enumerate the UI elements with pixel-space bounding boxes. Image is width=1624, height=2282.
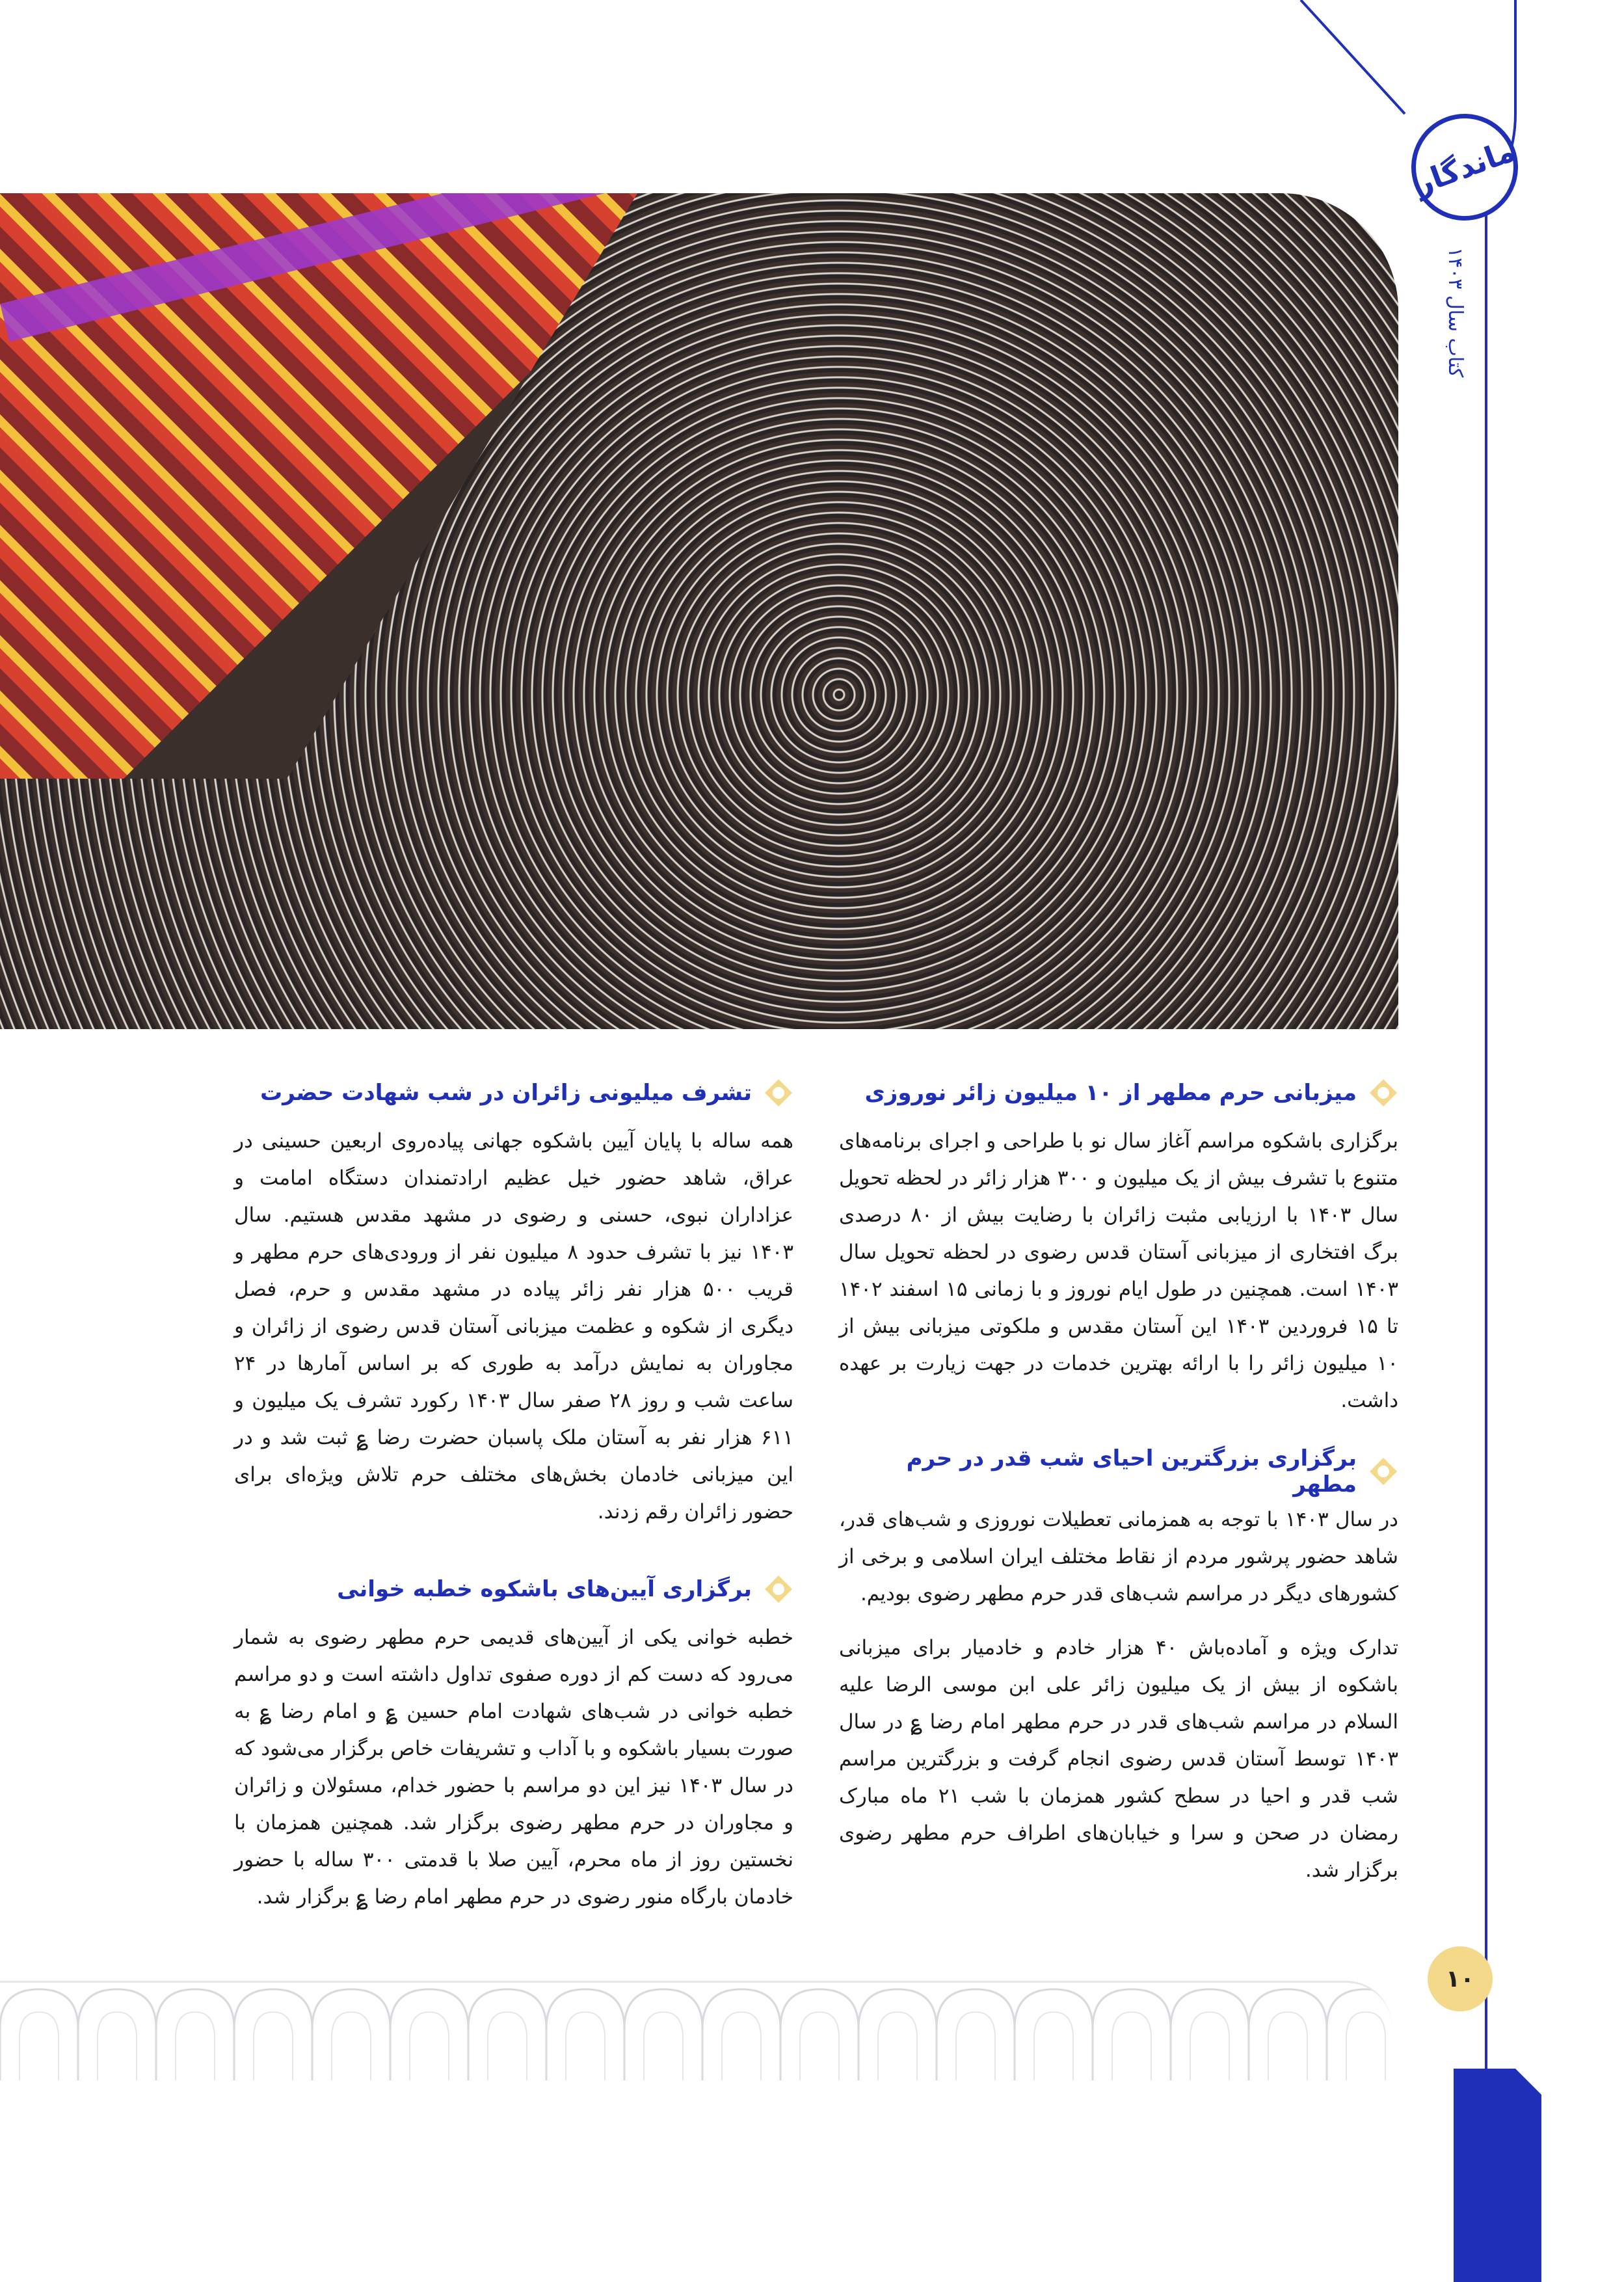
page-number: ۱۰ xyxy=(1428,1946,1493,2011)
ornamental-pattern xyxy=(0,1981,1392,2080)
section-title xyxy=(234,1073,793,1112)
paragraph: همه ساله با پایان آیین باشکوه جهانی پیاده‌روی اربعین حسینی در عراق، شاهد حضور خیل عظیم ارادتمندان دستگاه امامت و عزاداران نبوی، حسنی و رضوی در مشهد مقدس هستیم. سال ۱۴۰۳ نیز با تشرف حدود ۸ میلیون نفر از ورودی‌های حرم مطهر و قریب ۵۰۰ هزار نفر زائر پیاده در مشهد مقدس و حرم، فصل دیگری از شکوه و عظمت میزبانی آستان قدس رضوی از زائران و مجاوران به نمایش درآمد به طوری که بر اساس آمارها در ۲۴ ساعت شب و روز ۲۸ صفر سال ۱۴۰۳ رکورد تشرف یک میلیون و ۶۱۱ هزار نفر به آستان ملک پاسبان حضرت رضا ؏ ثبت شد و در این میزبانی خادمان بخش‌های مختلف حرم تلاش ویژه‌ای برای حضور زائران رقم زدند. xyxy=(234,1129,793,1524)
section-title-text: میزبانی حرم مطهر از ۱۰ میلیون زائر نوروزی xyxy=(864,1080,1357,1106)
section-title xyxy=(839,1445,1398,1497)
paragraph: تدارک ویژه و آماده‌باش ۴۰ هزار خادم و خادمیار برای میزبانی باشکوه از بیش از یک میلیون زائر علی ابن موسی الرضا علیه السلام در مراسم شب‌های قدر در حرم مطهر امام رضا ؏ در سال ۱۴۰۳ توسط آستان قدس رضوی انجام گرفت و بزرگترین مراسم شب قدر و احیا در سطح کشور همزمان با شب ۲۱ ماه مبارک رمضان در صحن و سرا و خیابان‌های اطراف حرم مطهر رضوی برگزار شد. xyxy=(839,1636,1399,1882)
paragraph: برگزاری باشکوه مراسم آغاز سال نو با طراحی و اجرای برنامه‌های متنوع با تشرف بیش از یک میلیون و ۳۰۰ هزار زائر در لحظه تحویل سال ۱۴۰۳ با ارزیابی مثبت زائران با رضایت بیش از ۸۰ درصدی برگ افتخاری از میزبانی آستان قدس رضوی در لحظه تحویل سال ۱۴۰۳ است. همچنین در طول ایام نوروز و با زمانی ۱۵ اسفند ۱۴۰۲ تا ۱۵ فروردین ۱۴۰۳ این آستان مقدس و ملکوتی میزبانی بیش از ۱۰ میلیون زائر را با ارائه بهترین خدمات در جهت زیارت بر عهده داشت. xyxy=(839,1129,1398,1412)
section-title-text: برگزاری آیین‌های باشکوه خطبه خوانی xyxy=(337,1576,752,1602)
section-bullet-icon xyxy=(764,1078,793,1108)
paragraph: در سال ۱۴۰۳ با توجه به همزمانی تعطیلات نوروزی و شب‌های قدر، شاهد حضور پرشور مردم از نقاط مختلف ایران اسلامی و برخی از کشورهای دیگر در مراسم شب‌های قدر حرم مطهر رضوی بودیم. xyxy=(839,1508,1398,1605)
left-column xyxy=(234,1073,793,1933)
paragraph: خطبه خوانی یکی از آیین‌های قدیمی حرم مطهر رضوی به شمار می‌رود که دست کم از دوره صفوی تداول داشته است و دو مراسم خطبه خوانی در شب‌های شهادت امام حسین ؏ و امام رضا ؏ به صورت بسیار باشکوه و با آداب و تشریفات خاص برگزار می‌شود که در سال ۱۴۰۳ نیز این دو مراسم با حضور خدام، مسئولان و زائران و مجاوران در حرم مطهر رضوی برگزار شد. همچنین همزمان با نخستین روز از ماه محرم، آیین صلا با قدمتی ۳۰۰ ساله با حضور خادمان بارگاه منور رضوی در حرم مطهر امام رضا ؏ برگزار شد. xyxy=(234,1626,794,1909)
section-title-text: تشرف میلیونی زائران در شب شهادت حضرت xyxy=(260,1080,752,1106)
crowd-photo xyxy=(0,193,1398,1029)
yearbook-logo xyxy=(1396,99,1533,235)
section-title xyxy=(234,1570,793,1609)
section-bullet-icon xyxy=(1368,1456,1398,1486)
logo-text: ماندگار xyxy=(1409,133,1520,202)
right-column xyxy=(839,1073,1398,1906)
side-caption: کتاب سال ۱۴۰۳ xyxy=(1444,247,1467,378)
section-title xyxy=(839,1073,1398,1112)
arabesque-pattern-icon xyxy=(0,1983,1392,2080)
section-title-text: برگزاری بزرگترین احیای شب قدر در حرم مطهر xyxy=(906,1445,1357,1497)
section-bullet-icon xyxy=(764,1574,793,1604)
section-bullet-icon xyxy=(1368,1078,1398,1108)
